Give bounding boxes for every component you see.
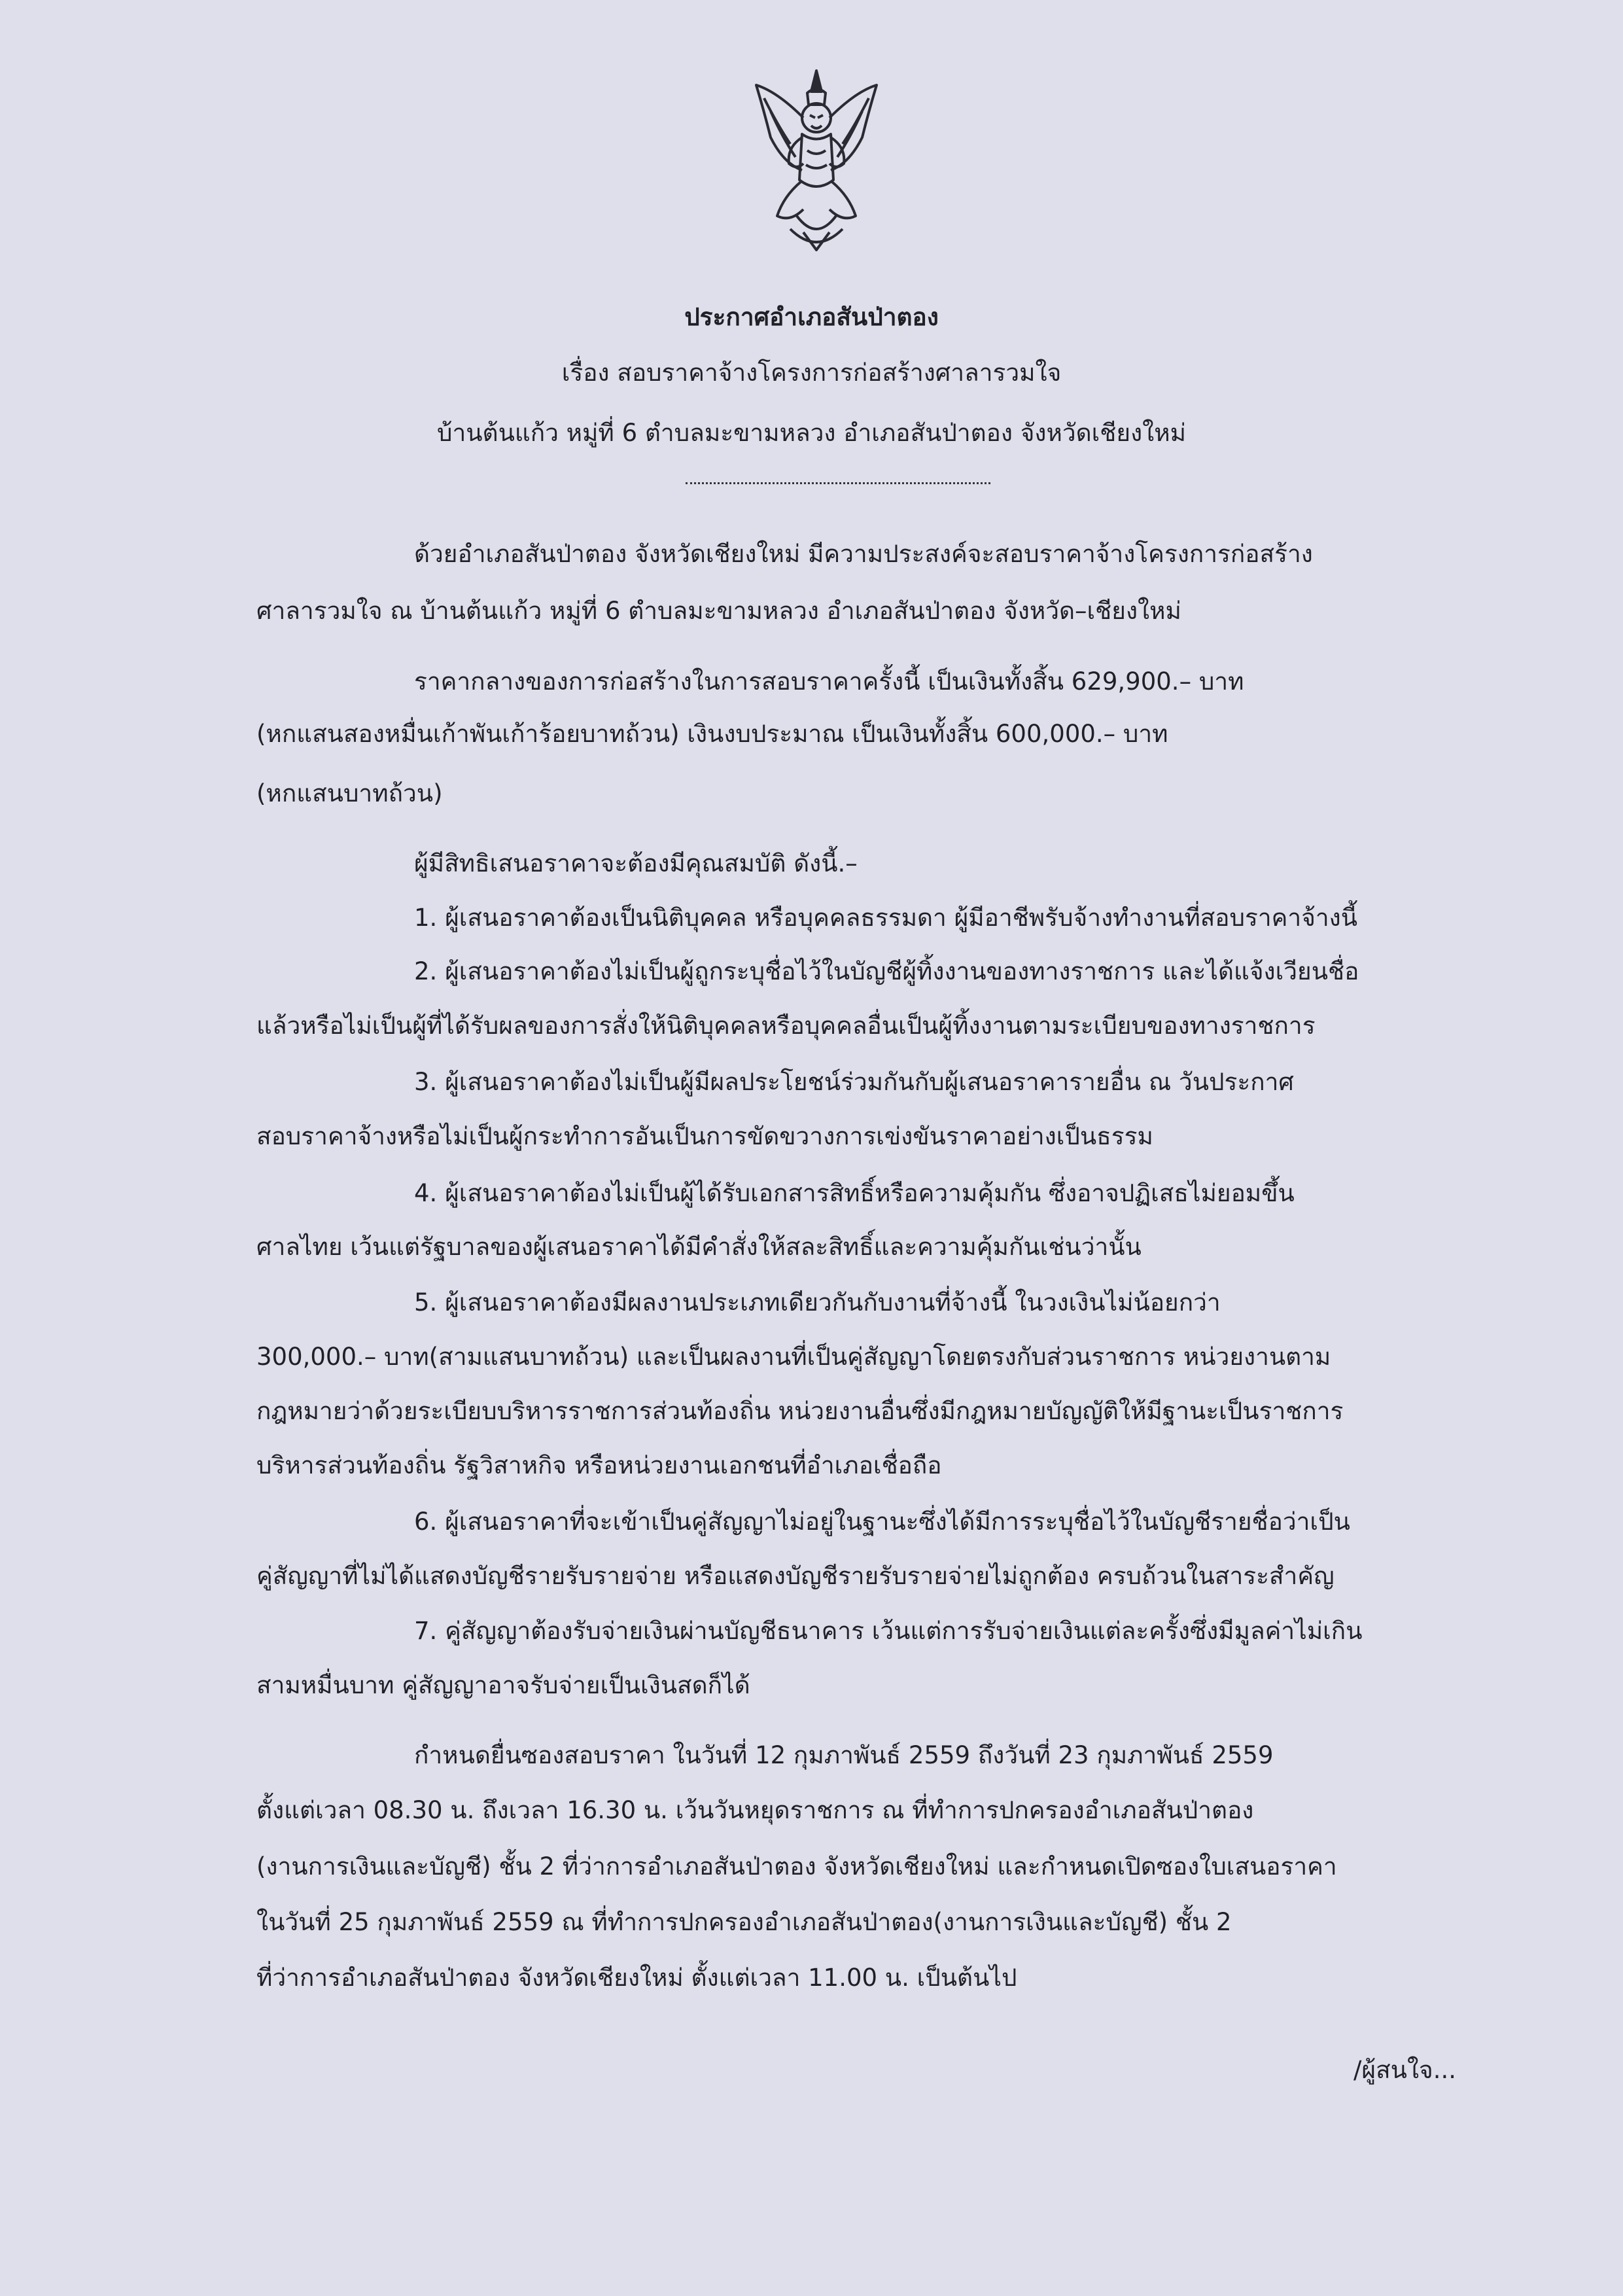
qualification-4b: ศาลไทย เว้นแต่รัฐบาลของผู้เสนอราคาได้มีคำสั่งให้สละสิทธิ์และความคุ้มกันเช่นว่านั้น — [256, 1233, 1142, 1261]
garuda-emblem-icon — [751, 65, 882, 255]
qualification-1: 1. ผู้เสนอราคาต้องเป็นนิติบุคคล หรือบุคคลธรรมดา ผู้มีอาชีพรับจ้างทำงานที่สอบราคาจ้างนี้ — [414, 904, 1358, 932]
announcement-location: บ้านต้นแก้ว หมู่ที่ 6 ตำบลมะขามหลวง อำเภอสันป่าตอง จังหวัดเชียงใหม่ — [436, 419, 1186, 447]
continued-marker: /ผู้สนใจ... — [1353, 2056, 1456, 2084]
price-line-1: ราคากลางของการก่อสร้างในการสอบราคาครั้งนี้ เป็นเงินทั้งสิ้น 629,900.– บาท — [414, 667, 1244, 696]
qualification-6b: คู่สัญญาที่ไม่ได้แสดงบัญชีรายรับรายจ่าย หรือแสดงบัญชีรายรับรายจ่ายไม่ถูกต้อง ครบถ้วนในสาระสำคัญ — [256, 1562, 1335, 1590]
qualification-5d: บริหารส่วนท้องถิ่น รัฐวิสาหกิจ หรือหน่วยงานเอกชนที่อำเภอเชื่อถือ — [256, 1451, 942, 1479]
schedule-line-4: ในวันที่ 25 กุมภาพันธ์ 2559 ณ ที่ทำการปกครองอำเภอสันป่าตอง(งานการเงินและบัญชี) ชั้น 2 — [256, 1908, 1232, 1936]
qualification-5c: กฎหมายว่าด้วยระเบียบบริหารราชการส่วนท้องถิ่น หน่วยงานอื่นซึ่งมีกฎหมายบัญญัติให้มีฐานะเป็นราชการ — [256, 1397, 1344, 1425]
announcement-title: ประกาศอำเภอสันป่าตอง — [684, 303, 939, 331]
schedule-line-2: ตั้งแต่เวลา 08.30 น. ถึงเวลา 16.30 น. เว้นวันหยุดราชการ ณ ที่ทำการปกครองอำเภอสันป่าตอง — [256, 1796, 1254, 1824]
qualification-header: ผู้มีสิทธิเสนอราคาจะต้องมีคุณสมบัติ ดังนี้.– — [414, 849, 858, 877]
price-line-2: (หกแสนสองหมื่นเก้าพันเก้าร้อยบาทถ้วน) เงินงบประมาณ เป็นเงินทั้งสิ้น 600,000.– บาท — [256, 720, 1168, 748]
qualification-6a: 6. ผู้เสนอราคาที่จะเข้าเป็นคู่สัญญาไม่อยู่ในฐานะซึ่งได้มีการระบุชื่อไว้ในบัญชีรายชื่อว่าเป็น — [414, 1508, 1350, 1536]
qualification-4a: 4. ผู้เสนอราคาต้องไม่เป็นผู้ได้รับเอกสารสิทธิ์หรือความคุ้มกัน ซึ่งอาจปฏิเสธไม่ยอมขึ้น — [414, 1179, 1295, 1207]
qualification-7b: สามหมื่นบาท คู่สัญญาอาจรับจ่ายเป็นเงินสดก็ได้ — [256, 1671, 750, 1699]
title-divider — [686, 482, 990, 484]
intro-line-1: ด้วยอำเภอสันป่าตอง จังหวัดเชียงใหม่ มีความประสงค์จะสอบราคาจ้างโครงการก่อสร้าง — [414, 540, 1313, 568]
qualification-7a: 7. คู่สัญญาต้องรับจ่ายเงินผ่านบัญชีธนาคาร เว้นแต่การรับจ่ายเงินแต่ละครั้งซึ่งมีมูลค่าไม่เกิน — [414, 1617, 1363, 1645]
qualification-3b: สอบราคาจ้างหรือไม่เป็นผู้กระทำการอันเป็นการขัดขวางการเข่งขันราคาอย่างเป็นธรรม — [256, 1122, 1153, 1150]
schedule-line-1: กำหนดยื่นซองสอบราคา ในวันที่ 12 กุมภาพันธ์ 2559 ถึงวันที่ 23 กุมภาพันธ์ 2559 — [414, 1741, 1274, 1769]
announcement-subject: เรื่อง สอบราคาจ้างโครงการก่อสร้างศาลารวมใจ — [561, 359, 1062, 387]
intro-line-2: ศาลารวมใจ ณ บ้านต้นแก้ว หมู่ที่ 6 ตำบลมะขามหลวง อำเภอสันป่าตอง จังหวัด–เชียงใหม่ — [256, 597, 1181, 625]
qualification-5a: 5. ผู้เสนอราคาต้องมีผลงานประเภทเดียวกันกับงานที่จ้างนี้ ในวงเงินไม่น้อยกว่า — [414, 1288, 1221, 1316]
qualification-3a: 3. ผู้เสนอราคาต้องไม่เป็นผู้มีผลประโยชน์ร่วมกันกับผู้เสนอราคารายอื่น ณ วันประกาศ — [414, 1068, 1294, 1096]
qualification-2b: แล้วหรือไม่เป็นผู้ที่ได้รับผลของการสั่งให้นิติบุคคลหรือบุคคลอื่นเป็นผู้ทิ้งงานตามระเบียบของทางราชการ — [256, 1012, 1316, 1040]
schedule-line-3: (งานการเงินและบัญชี) ชั้น 2 ที่ว่าการอำเภอสันป่าตอง จังหวัดเชียงใหม่ และกำหนดเปิดซองใบเสนอราคา — [256, 1852, 1337, 1881]
schedule-line-5: ที่ว่าการอำเภอสันป่าตอง จังหวัดเชียงใหม่ ตั้งแต่เวลา 11.00 น. เป็นต้นไป — [256, 1964, 1017, 1992]
price-line-3: (หกแสนบาทถ้วน) — [256, 779, 443, 807]
qualification-5b: 300,000.– บาท(สามแสนบาทถ้วน) และเป็นผลงานที่เป็นคู่สัญญาโดยตรงกับส่วนราชการ หน่วยงานตาม — [256, 1343, 1331, 1371]
qualification-2a: 2. ผู้เสนอราคาต้องไม่เป็นผู้ถูกระบุชื่อไว้ในบัญชีผู้ทิ้งงานของทางราชการ และได้แจ้งเวียนชื่อ — [414, 957, 1359, 985]
